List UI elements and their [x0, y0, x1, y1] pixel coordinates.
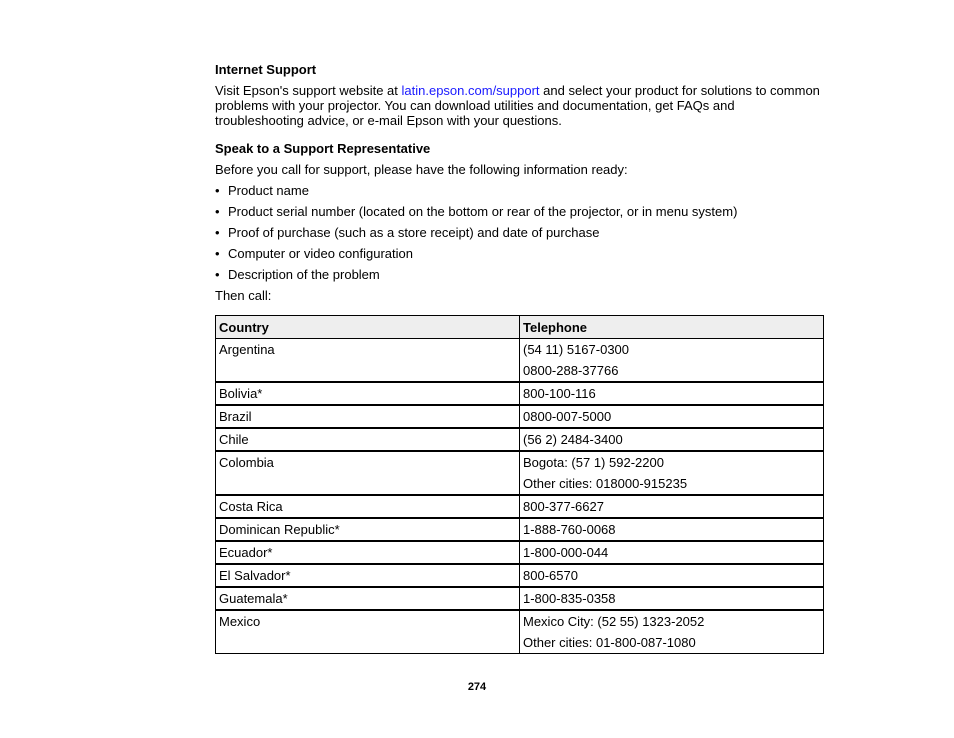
- telephone-cell: [520, 541, 824, 564]
- table-header-row: [216, 316, 824, 339]
- telephone-cell: [520, 610, 824, 654]
- list-item-text: Product name: [228, 183, 309, 198]
- phone-number: 1-800-000-044: [523, 545, 609, 560]
- list-item-text: Computer or video configuration: [228, 246, 413, 261]
- telephone-cell: [520, 518, 824, 541]
- bullet-icon: •: [215, 267, 220, 282]
- table-row: [216, 495, 824, 518]
- country-cell: Brazil: [216, 405, 520, 428]
- list-item: [215, 267, 825, 282]
- list-item-text: Product serial number (located on the bottom or rear of the projector, or in menu system): [228, 204, 738, 219]
- telephone-cell: [520, 382, 824, 405]
- telephone-cell: [520, 495, 824, 518]
- country-cell: Mexico: [216, 610, 520, 654]
- list-item: [215, 204, 825, 219]
- table-row: [216, 587, 824, 610]
- bullet-icon: •: [215, 225, 220, 240]
- internet-support-text-after: and select your product for solutions to common problems with your projector. You can download utilities and documentation, get FAQs and troubleshooting advice, or e-mail Epson with your questions.: [215, 83, 820, 128]
- bullet-icon: •: [215, 204, 220, 219]
- telephone-cell: [520, 451, 824, 495]
- telephone-cell: [520, 428, 824, 451]
- table-row: [216, 541, 824, 564]
- table-row: [216, 339, 824, 383]
- country-cell: Costa Rica: [216, 495, 520, 518]
- phone-number: 800-377-6627: [523, 499, 604, 514]
- list-item: [215, 225, 825, 240]
- support-website-link[interactable]: latin.epson.com/support: [401, 83, 540, 98]
- info-checklist: [215, 183, 825, 282]
- phone-number: 1-888-760-0068: [523, 522, 616, 537]
- country-cell: Ecuador*: [216, 541, 520, 564]
- country-cell: Colombia: [216, 451, 520, 495]
- phone-number: Bogota: (57 1) 592-2200: [523, 455, 664, 470]
- table-row: [216, 428, 824, 451]
- page-content: [215, 62, 825, 303]
- table-row: [216, 382, 824, 405]
- telephone-cell: [520, 564, 824, 587]
- phone-number: Mexico City: (52 55) 1323-2052: [523, 614, 705, 629]
- table-row: [216, 564, 824, 587]
- phone-number: (56 2) 2484-3400: [523, 432, 623, 447]
- telephone-cell: [520, 339, 824, 383]
- country-cell: El Salvador*: [216, 564, 520, 587]
- bullet-icon: •: [215, 183, 220, 198]
- phone-number: 1-800-835-0358: [523, 591, 616, 606]
- internet-support-paragraph: [215, 83, 825, 128]
- table-row: [216, 451, 824, 495]
- list-item-text: Proof of purchase (such as a store receipt) and date of purchase: [228, 225, 600, 240]
- phone-number: (54 11) 5167-0300: [523, 342, 630, 357]
- phone-number: 0800-288-37766: [523, 363, 619, 378]
- country-cell: Chile: [216, 428, 520, 451]
- country-column-header: Country: [216, 316, 520, 339]
- phone-number: 800-6570: [523, 568, 578, 583]
- bullet-icon: •: [215, 246, 220, 261]
- internet-support-text-before: Visit Epson's support website at: [215, 83, 402, 98]
- telephone-cell: [520, 405, 824, 428]
- list-item: [215, 246, 825, 261]
- phone-number: 0800-007-5000: [523, 409, 612, 424]
- support-phone-table: [215, 315, 824, 654]
- table-row: [216, 610, 824, 654]
- country-cell: Argentina: [216, 339, 520, 383]
- table-row: [216, 518, 824, 541]
- country-cell: Dominican Republic*: [216, 518, 520, 541]
- speak-support-intro: Before you call for support, please have the following information ready:: [215, 162, 628, 177]
- phone-number: Other cities: 018000-915235: [523, 476, 688, 491]
- telephone-column-header: Telephone: [520, 316, 824, 339]
- phone-number: Other cities: 01-800-087-1080: [523, 635, 696, 650]
- telephone-cell: [520, 587, 824, 610]
- speak-support-heading: Speak to a Support Representative: [215, 141, 431, 156]
- country-cell: Guatemala*: [216, 587, 520, 610]
- table-row: [216, 405, 824, 428]
- list-item-text: Description of the problem: [228, 267, 380, 282]
- phone-number: 800-100-116: [523, 386, 596, 401]
- country-cell: Bolivia*: [216, 382, 520, 405]
- list-item: [215, 183, 825, 198]
- page-number: 274: [467, 681, 487, 693]
- then-call-text: Then call:: [215, 288, 272, 303]
- internet-support-heading: Internet Support: [215, 62, 317, 77]
